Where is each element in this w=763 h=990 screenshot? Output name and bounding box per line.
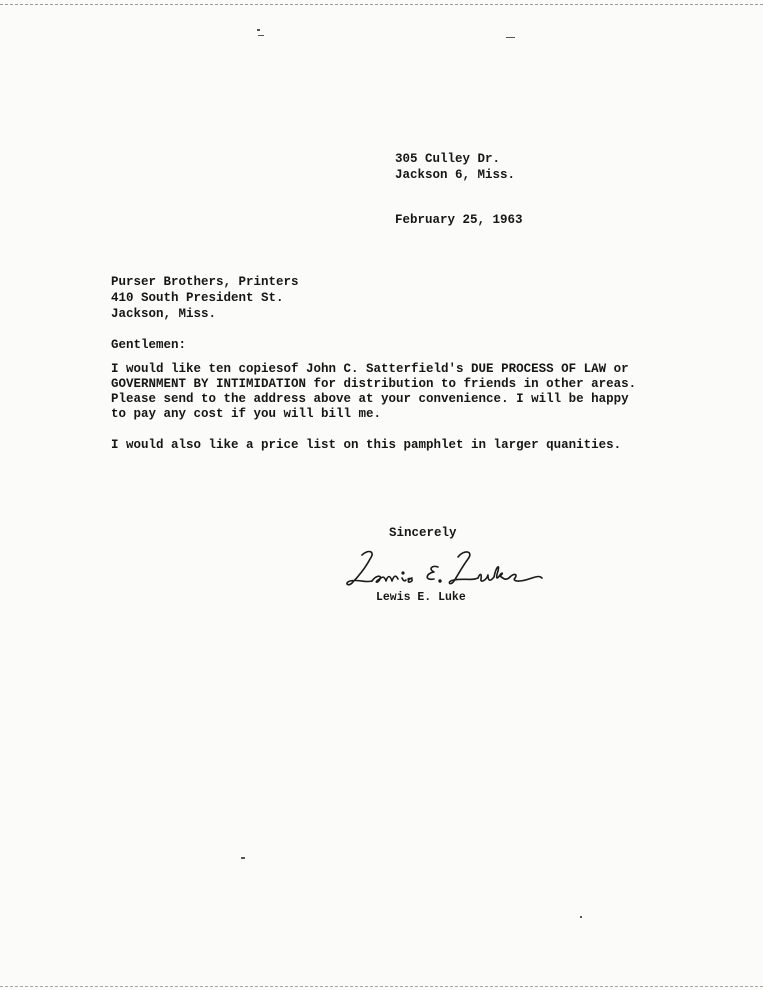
scan-edge-top xyxy=(0,4,763,5)
handwritten-signature xyxy=(340,545,550,595)
price-list-request: I would also like a price list on this pamphlet in larger quanities. xyxy=(111,438,622,452)
paragraph-line: to pay any cost if you will bill me. xyxy=(111,407,382,421)
recipient-city: Jackson, Miss. xyxy=(111,307,217,321)
scan-speck xyxy=(258,35,264,36)
paragraph-line: Please send to the address above at your convenience. I will be happy xyxy=(111,392,629,406)
return-address-city: Jackson 6, Miss. xyxy=(395,168,516,182)
paragraph-line: GOVERNMENT BY INTIMIDATION for distribution to friends in other areas. xyxy=(111,377,637,391)
signer-name: Lewis E. Luke xyxy=(376,591,466,604)
scan-edge-bottom xyxy=(0,986,763,987)
return-address-street: 305 Culley Dr. xyxy=(395,152,501,166)
closing: Sincerely xyxy=(389,526,457,540)
paragraph-line: I would like ten copiesof John C. Satterfield's DUE PROCESS OF LAW or xyxy=(111,362,629,376)
recipient-street: 410 South President St. xyxy=(111,291,284,305)
letter-date: February 25, 1963 xyxy=(395,213,523,227)
recipient-name: Purser Brothers, Printers xyxy=(111,275,299,289)
salutation: Gentlemen: xyxy=(111,338,187,352)
scan-speck xyxy=(580,916,582,918)
scan-speck xyxy=(506,37,515,38)
scan-speck xyxy=(241,857,245,859)
scan-speck xyxy=(257,29,260,31)
